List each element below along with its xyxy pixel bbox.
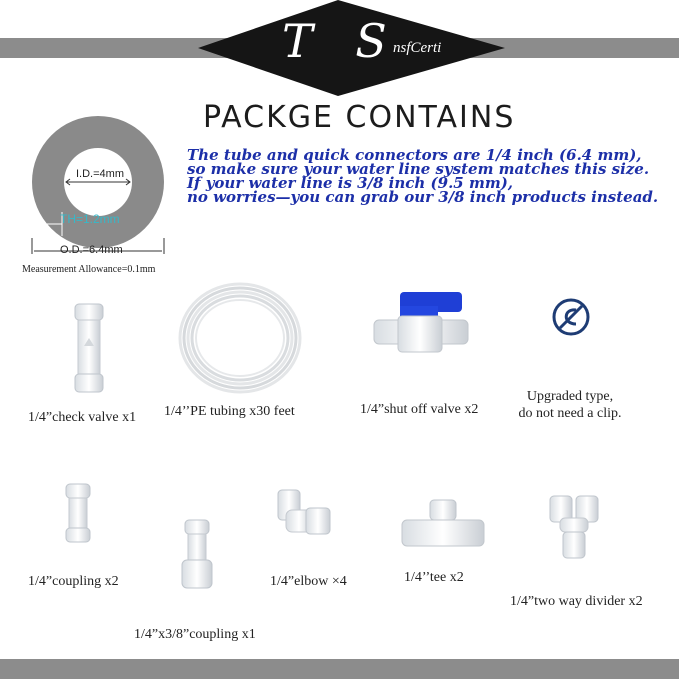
info-line: If your water line is 3/8 inch (9.5 mm), bbox=[187, 174, 514, 192]
upgraded-note-line: do not need a clip. bbox=[518, 406, 622, 421]
reducer-coupling-image bbox=[180, 518, 214, 590]
no-clip-icon bbox=[552, 298, 590, 336]
pe-tubing-label: 1/4’’PE tubing x30 feet bbox=[164, 404, 295, 419]
pe-tubing-image bbox=[176, 278, 306, 398]
info-line: no worries—you can grab our 3/8 inch products instead. bbox=[187, 188, 659, 206]
info-text bbox=[187, 148, 667, 204]
logo-subtext: nsfCerti bbox=[393, 40, 442, 56]
bottom-bar bbox=[0, 659, 679, 679]
tee-label: 1/4’’tee x2 bbox=[404, 570, 464, 585]
reducer-coupling-label: 1/4”x3/8”coupling x1 bbox=[134, 627, 256, 642]
check-valve-image bbox=[72, 302, 106, 394]
two-way-divider-image bbox=[548, 494, 602, 560]
thickness-label: TH=1.2mm bbox=[60, 212, 120, 226]
logo-text: T S bbox=[282, 14, 401, 68]
elbow-image bbox=[276, 488, 332, 540]
coupling-image bbox=[64, 482, 92, 544]
info-line: so make sure your water line system matches this size. bbox=[187, 160, 650, 178]
page-title: PACKGE CONTAINS bbox=[203, 100, 516, 135]
measurement-note: Measurement Allowance=0.1mm bbox=[22, 264, 156, 275]
two-way-divider-label: 1/4”two way divider x2 bbox=[510, 594, 643, 609]
od-label: O.D.=6.4mm bbox=[60, 244, 123, 256]
info-line: The tube and quick connectors are 1/4 inch (6.4 mm), bbox=[187, 146, 642, 164]
shut-off-valve-image bbox=[372, 290, 472, 362]
tee-image bbox=[400, 498, 486, 550]
shut-off-valve-label: 1/4”shut off valve x2 bbox=[360, 402, 479, 417]
id-label: I.D.=4mm bbox=[76, 168, 124, 180]
upgraded-note bbox=[508, 388, 632, 422]
upgraded-note-line: Upgraded type, bbox=[526, 389, 614, 404]
coupling-label: 1/4”coupling x2 bbox=[28, 574, 119, 589]
elbow-label: 1/4”elbow ×4 bbox=[270, 574, 347, 589]
check-valve-label: 1/4”check valve x1 bbox=[28, 410, 137, 425]
